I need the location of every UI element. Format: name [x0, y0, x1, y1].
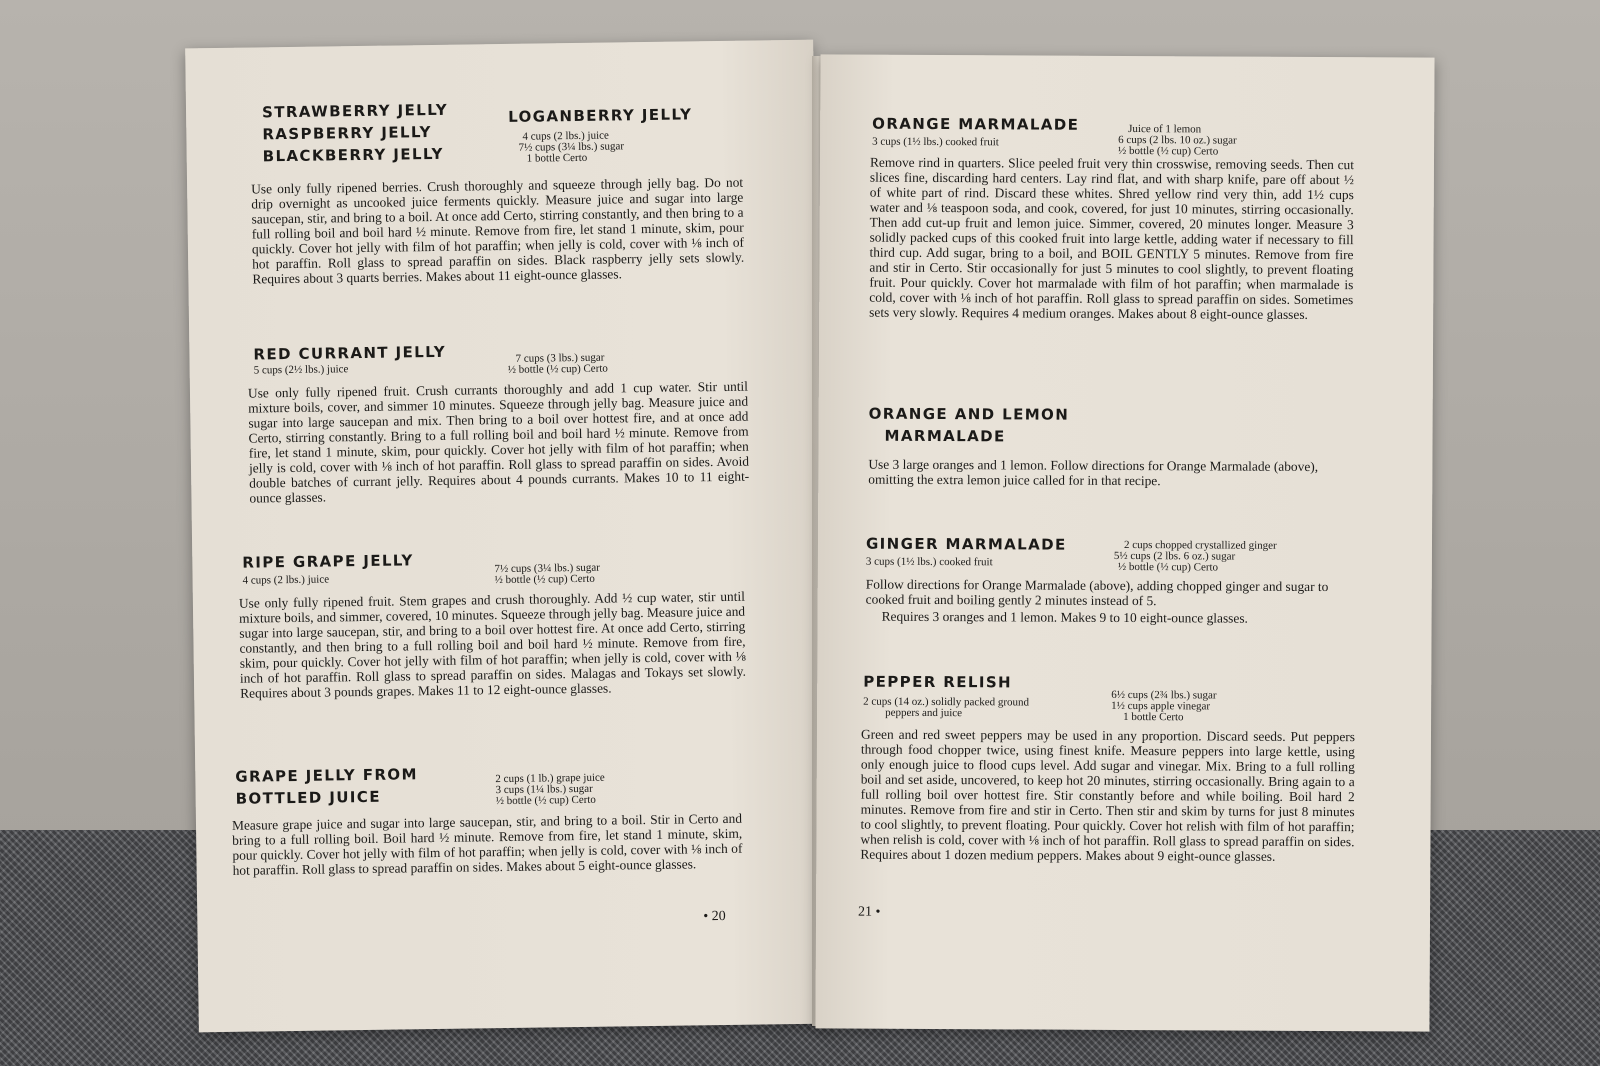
- recipe-title: LOGANBERRY JELLY: [508, 105, 693, 126]
- recipe-title: GINGER MARMALADE: [865, 534, 1067, 554]
- ingredient: 5 cups (2½ lbs.) juice: [253, 363, 349, 377]
- recipe-title: BLACKBERRY JELLY: [262, 144, 444, 166]
- ingredient: peppers and juice: [885, 706, 963, 720]
- ingredient-list: [494, 563, 600, 586]
- ginger-marmalade-block: [865, 533, 1366, 574]
- recipe-directions: Measure grape juice and sugar into large saucepan, stir, and bring to a boil. Stir in Certo and bring to a full rolling boil. Boil hard ½ minute. Remove from fire, let stand 1 minute, skim, pour quickly. Cover hot jelly with film of hot paraffin; when jelly is cold, cover with ⅛ inch of hot paraffin. Roll glass to spread paraffin on sides. Makes about 5 eight-ounce glasses.: [231, 810, 743, 878]
- recipe-title: RASPBERRY JELLY: [262, 122, 432, 144]
- orange-lemon-titles: [869, 403, 1070, 448]
- ingredient: 1½ cups apple vinegar: [1111, 699, 1211, 713]
- ingredient: 4 cups (2 lbs.) juice: [242, 573, 330, 587]
- recipe-directions: Green and red sweet peppers may be used in any proportion. Discard seeds. Put peppers through food chopper twice, using finest knife. Measure peppers into large kettle, using only enough juice to flood cups level. Add sugar and vinegar. Mix. Bring to a full rolling boil and set aside, uncovered, to keep hot 20 minutes, stirring occasionally. Bring again to a full rolling boil over hottest fire. Stir constantly before and while boiling. Boil hard 2 minutes. Remove from fire and stir in Certo. Then stir and skim by turns for just 8 minutes to cool slightly, to prevent floating. Pour quickly. Cover hot relish with film of hot paraffin; when relish is cold, cover with ⅛ inch of hot paraffin. Roll glass to spread paraffin on sides. Requires about 1 dozen medium peppers. Makes about 9 eight-ounce glasses.: [860, 726, 1356, 864]
- ingredient: 6 cups (2 lbs. 10 oz.) sugar: [1118, 133, 1237, 147]
- recipe-title: ORANGE AND LEMON: [868, 404, 1070, 424]
- ingredient: 3 cups (1¼ lbs.) sugar: [495, 782, 593, 797]
- ingredient: ½ bottle (½ cup) Certo: [494, 572, 595, 587]
- ingredient: 2 cups chopped crystallized ginger: [1123, 538, 1277, 552]
- ingredient: 7 cups (3 lbs.) sugar: [515, 351, 605, 365]
- ingredient-list: [1114, 540, 1277, 574]
- recipe-title: BOTTLED JUICE: [235, 787, 382, 808]
- page-number: • 20: [703, 908, 726, 925]
- ingredient-list: [1111, 690, 1217, 724]
- orange-marmalade-block: [872, 113, 1372, 158]
- recipe-title: PEPPER RELISH: [863, 672, 1013, 692]
- ingredient: 6½ cups (2¾ lbs.) sugar: [1111, 688, 1217, 702]
- ingredient-list: [518, 129, 693, 164]
- recipe-title: MARMALADE: [884, 426, 1006, 446]
- recipe-directions: Use only fully ripened fruit. Stem grapes and crush thoroughly. Add ½ cup water, stir until mixture boils, and simmer, covered, 10 minutes. Squeeze through jelly bag. Measure juice and sugar into large saucepan, stir, and bring to a boil over hottest fire. At once add Certo, stirring constantly, and then bring to a full rolling boil and boil hard ½ minute. Remove from fire, skim, pour quickly. Cover hot jelly with film of hot paraffin; when jelly is cold, cover with ⅛ inch of hot paraffin. Roll glass to spread paraffin on sides. Malagas and Tokays set slowly. Requires about 3 pounds grapes. Makes 11 to 12 eight-ounce glasses.: [238, 588, 747, 701]
- bottled-titles: [235, 763, 418, 810]
- ingredient: 7½ cups (3¼ lbs.) sugar: [518, 140, 625, 154]
- ingredient-list: [495, 773, 605, 808]
- ingredient: 1 bottle Certo: [526, 151, 588, 165]
- ingredient: 7½ cups (3¼ lbs.) sugar: [494, 561, 600, 576]
- recipe-directions: Use 3 large oranges and 1 lemon. Follow directions for Orange Marmalade (above), omitting the extra lemon juice called for in that recipe.: [868, 456, 1319, 489]
- ingredient: Juice of 1 lemon: [1128, 123, 1202, 136]
- recipe-title: RED CURRANT JELLY: [253, 342, 447, 364]
- recipe-directions: Use only fully ripened fruit. Crush currants thoroughly and add 1 cup water. Stir until mixture boils, cover, and simmer 10 minutes. Squeeze through jelly bag. Measure juice and sugar into large saucepan and mix. Then bring to a boil over hottest fire, and at once add Certo, stirring constantly. Bring to a full rolling boil and boil hard ½ minute. Remove from fire, let stand 1 minute, skim, pour quickly. Cover hot jelly with film of hot paraffin; when jelly is cold, cover with ⅛ inch of hot paraffin. Roll glass to spread paraffin on sides. Avoid double batches of currant jelly. Requires about 4 pounds currants. Makes 10 to 11 eight-ounce glasses.: [247, 378, 750, 506]
- ingredient: ½ bottle (½ cup) Certo: [1118, 144, 1219, 158]
- ingredient: 3 cups (1½ lbs.) cooked fruit: [872, 135, 999, 149]
- left-page: [185, 40, 827, 1033]
- ingredient-list: [863, 697, 1029, 720]
- ingredient-list: [1118, 124, 1237, 158]
- ingredient: ½ bottle (½ cup) Certo: [507, 362, 608, 376]
- ingredient: 2 cups (14 oz.) solidly packed ground: [863, 695, 1030, 709]
- ingredient: ½ bottle (½ cup) Certo: [1117, 560, 1219, 574]
- pepper-relish-block: [863, 671, 1363, 724]
- recipe-title: RIPE GRAPE JELLY: [242, 551, 414, 572]
- recipe-directions: Follow directions for Orange Marmalade (above), adding chopped ginger and sugar to cooked fruit and boiling gently 2 minutes instead of 5.: [865, 576, 1329, 609]
- red-currant-block: [253, 337, 753, 377]
- recipe-title: GRAPE JELLY FROM: [235, 765, 418, 786]
- ingredient: ½ bottle (½ cup) Certo: [495, 793, 596, 808]
- recipe-title: ORANGE MARMALADE: [872, 114, 1080, 134]
- recipe-directions: Use only fully ripened berries. Crush thoroughly and squeeze through jelly bag. Do not drip overnight as uncooked juice ferments quickly. Measure juice and sugar into large saucepan, stir, and bring to a boil. At once add Certo, stirring constantly, and then bring to a full rolling boil and boil hard ½ minute. Remove from fire, let stand 1 minute, skim, pour quickly. Cover hot jelly with film of hot paraffin; when jelly is cold, cover with ⅛ inch of hot paraffin. Roll glass to spread paraffin on sides. Black raspberry jelly sets slowly. Requires about 3 quarts berries. Makes about 11 eight-ounce glasses.: [251, 174, 745, 287]
- recipe-directions: Remove rind in quarters. Slice peeled fruit very thin crosswise, removing seeds. Then cut slices fine, discarding hard centers. Lay rind flat, and with sharp knife, pare off about ½ of white part of rind. Discard these whites. Shred yellow rind very thin, add 1½ cups water and ⅛ teaspoon soda, and cook, covered, for just 10 minutes, stirring occasionally. Then add cut-up fruit and lemon juice. Simmer, covered, 20 minutes longer. Measure 3 solidly packed cups of this cooked fruit into large kettle, adding water if necessary to fill third cup. Add sugar, bring to a boil, and BOIL GENTLY 5 minutes. Remove from fire and stir in Certo. Stir occasionally for just 5 minutes to cool slightly, to prevent floating fruit. Pour quickly. Cover hot marmalade with film of hot paraffin; when marmalade is cold, cover with ⅛ inch of hot paraffin. Roll glass to spread paraffin on sides. Sometimes sets very slowly. Requires 4 medium oranges. Makes about 8 eight-ounce glasses.: [869, 154, 1355, 322]
- ingredient: 4 cups (2 lbs.) juice: [522, 129, 609, 143]
- recipe-title: STRAWBERRY JELLY: [261, 100, 449, 122]
- strawberry-titles: [262, 99, 449, 168]
- ingredient: 5½ cups (2 lbs. 6 oz.) sugar: [1113, 549, 1236, 563]
- ingredient: 1 bottle Certo: [1123, 710, 1184, 724]
- recipe-yield: Requires 3 oranges and 1 lemon. Makes 9 to 10 eight-ounce glasses.: [881, 608, 1248, 626]
- loganberry-block: [508, 103, 693, 165]
- ingredient: 3 cups (1½ lbs.) cooked fruit: [865, 555, 993, 569]
- ripe-grape-block: [242, 545, 742, 587]
- right-page: [815, 54, 1434, 1031]
- ingredient-list: [507, 353, 608, 376]
- ingredient: 2 cups (1 lb.) grape juice: [495, 771, 605, 786]
- page-number: 21 •: [858, 904, 881, 920]
